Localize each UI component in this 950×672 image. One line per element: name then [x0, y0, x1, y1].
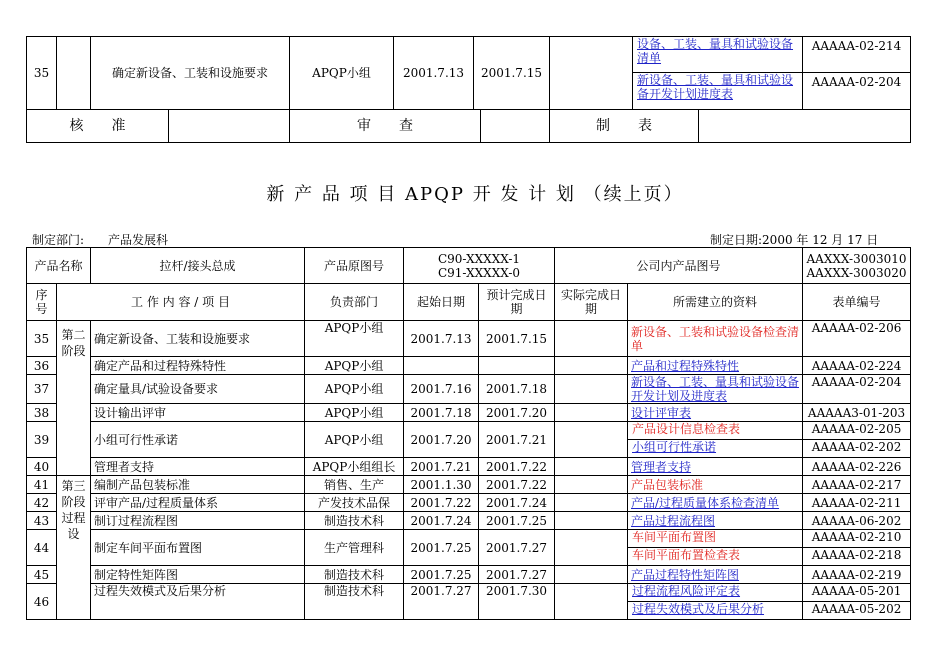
- actual-date: [555, 321, 628, 357]
- work-content: 管理者支持: [91, 458, 305, 476]
- form-code: AAAAA-02-205 AAAAA-02-202: [803, 422, 911, 458]
- work-content: 小组可行性承诺: [91, 422, 305, 458]
- required-docs: [628, 357, 803, 375]
- doc-link[interactable]: 产品设计信息检查表: [632, 422, 741, 436]
- row-number: 40: [27, 458, 57, 476]
- planned-date: 2001.7.21: [479, 422, 555, 458]
- work-content: 确定产品和过程特殊特性: [91, 357, 305, 375]
- responsible-dept: APQP小组: [305, 357, 404, 375]
- actual-date: [550, 37, 633, 110]
- start-date: 2001.7.18: [404, 404, 479, 422]
- required-docs: [633, 37, 803, 110]
- table-row: [27, 422, 911, 458]
- required-docs: [628, 458, 803, 476]
- doc-link[interactable]: 产品包装标准: [631, 477, 704, 492]
- stage-label-third: 第三阶段过程设: [57, 476, 91, 620]
- table-row: [27, 494, 911, 512]
- table-row: [27, 530, 911, 566]
- table-row: [27, 512, 911, 530]
- start-date: 2001.7.13: [394, 37, 474, 110]
- doc-link[interactable]: 设备、工装、量具和试验设备清单: [637, 37, 794, 65]
- form-code: AAAAA-02-210 AAAAA-02-218: [803, 530, 911, 566]
- table-row: [27, 566, 911, 584]
- form-code: AAAAA-02-224: [803, 357, 911, 375]
- continued-table: [26, 36, 911, 143]
- doc-link[interactable]: 产品过程流程图: [631, 513, 716, 528]
- table-row: [27, 458, 911, 476]
- actual-date: [555, 422, 628, 458]
- start-date: 2001.7.25: [404, 530, 479, 566]
- start-date: 2001.7.16: [404, 375, 479, 404]
- doc-link[interactable]: 管理者支持: [631, 459, 692, 474]
- col-header-code: 表单编号: [803, 284, 911, 321]
- row-number: 37: [27, 375, 57, 404]
- table-row: [27, 404, 911, 422]
- start-date: 2001.7.27: [404, 584, 479, 620]
- responsible-dept: APQP小组: [305, 422, 404, 458]
- col-header-content: 工 作 内 容 / 项 目: [57, 284, 305, 321]
- doc-link[interactable]: 新设备、工装、量具和试验设备开发计划及进度表: [631, 375, 800, 403]
- responsible-dept: 产发技术品保: [305, 494, 404, 512]
- form-code: AAAAA-02-214 AAAAA-02-204: [803, 37, 911, 110]
- doc-link[interactable]: 新设备、工装、量具和试验设备开发计划进度表: [637, 73, 794, 101]
- work-content: 编制产品包装标准: [91, 476, 305, 494]
- actual-date: [555, 530, 628, 566]
- responsible-dept: APQP小组组长: [305, 458, 404, 476]
- work-content: 确定新设备、工装和设施要求: [91, 37, 290, 110]
- row-number: 35: [27, 321, 57, 357]
- actual-date: [555, 375, 628, 404]
- page-title: 新 产 品 项 目 APQP 开 发 计 划 （续上页）: [266, 184, 684, 205]
- row-number: 35: [27, 37, 57, 110]
- row-number: 46: [27, 584, 57, 620]
- start-date: 2001.7.21: [404, 458, 479, 476]
- actual-date: [555, 404, 628, 422]
- internal-drawing-numbers: AAXXX-3003010 AAXXX-3003020: [803, 248, 911, 284]
- form-code: AAAAA-02-206: [803, 321, 911, 357]
- form-code: AAAAA-02-204: [803, 375, 911, 404]
- actual-date: [555, 512, 628, 530]
- planned-date: 2001.7.15: [479, 321, 555, 357]
- required-docs: [628, 584, 803, 620]
- row-number: 42: [27, 494, 57, 512]
- start-date: 2001.7.20: [404, 422, 479, 458]
- original-drawing-label: 产品原图号: [305, 248, 404, 284]
- required-docs: [628, 530, 803, 566]
- form-code: AAAAA-02-219: [803, 566, 911, 584]
- actual-date: [555, 566, 628, 584]
- actual-date: [555, 476, 628, 494]
- work-content: 评审产品/过程质量体系: [91, 494, 305, 512]
- apqp-plan-table: [26, 247, 911, 620]
- start-date: [404, 357, 479, 375]
- signoff-prepare: 制 表: [550, 110, 911, 143]
- original-drawing-numbers: C90-XXXXX-1 C91-XXXXX-0: [404, 248, 555, 284]
- planned-date: 2001.7.25: [479, 512, 555, 530]
- responsible-dept: APQP小组: [290, 37, 394, 110]
- prepared-dept: 制定部门: 产品发展科: [32, 233, 169, 247]
- start-date: 2001.7.22: [404, 494, 479, 512]
- table-row: [27, 375, 911, 404]
- actual-date: [555, 584, 628, 620]
- work-content: 制订过程流程图: [91, 512, 305, 530]
- form-code: AAAAA-06-202: [803, 512, 911, 530]
- stage-label-second: 第二阶段: [57, 321, 91, 476]
- required-docs: [628, 512, 803, 530]
- planned-date: 2001.7.15: [474, 37, 550, 110]
- doc-link[interactable]: 过程流程风险评定表: [632, 584, 741, 598]
- row-number: 38: [27, 404, 57, 422]
- row-number: 41: [27, 476, 57, 494]
- row-number: 45: [27, 566, 57, 584]
- responsible-dept: 制造技术科: [305, 512, 404, 530]
- required-docs: [628, 422, 803, 458]
- start-date: 2001.7.25: [404, 566, 479, 584]
- work-content: 过程失效模式及后果分析: [91, 584, 305, 620]
- internal-drawing-label: 公司内产品图号: [555, 248, 803, 284]
- start-date: 2001.1.30: [404, 476, 479, 494]
- row-number: 43: [27, 512, 57, 530]
- planned-date: 2001.7.27: [479, 530, 555, 566]
- product-name: 拉杆/接头总成: [91, 248, 305, 284]
- work-content: 确定新设备、工装和设施要求: [91, 321, 305, 357]
- table-row: [27, 584, 911, 620]
- start-date: 2001.7.13: [404, 321, 479, 357]
- actual-date: [555, 357, 628, 375]
- stage-cell: [57, 37, 91, 110]
- required-docs: [628, 375, 803, 404]
- doc-link[interactable]: 过程失效模式及后果分析: [632, 602, 765, 616]
- form-code: AAAAA-02-226: [803, 458, 911, 476]
- planned-date: 2001.7.30: [479, 584, 555, 620]
- responsible-dept: APQP小组: [305, 375, 404, 404]
- planned-date: [479, 357, 555, 375]
- planned-date: 2001.7.22: [479, 476, 555, 494]
- responsible-dept: 生产管理科: [305, 530, 404, 566]
- doc-link[interactable]: 产品和过程特殊特性: [631, 358, 740, 373]
- col-header-dept: 负责部门: [305, 284, 404, 321]
- planned-date: 2001.7.24: [479, 494, 555, 512]
- doc-link[interactable]: 产品/过程质量体系检查清单: [631, 495, 780, 510]
- col-header-actual: 实际完成日 期: [555, 284, 628, 321]
- doc-link[interactable]: 小组可行性承诺: [632, 440, 717, 454]
- planned-date: 2001.7.18: [479, 375, 555, 404]
- planned-date: 2001.7.27: [479, 566, 555, 584]
- col-header-planned: 预计完成日 期: [479, 284, 555, 321]
- doc-link[interactable]: 新设备、工装和试验设备检查清单: [631, 324, 800, 353]
- required-docs: [628, 321, 803, 357]
- form-code: AAAAA-05-201 AAAAA-05-202: [803, 584, 911, 620]
- form-code: AAAAA3-01-203: [803, 404, 911, 422]
- row-number: 36: [27, 357, 57, 375]
- required-docs: [628, 566, 803, 584]
- table-row: [27, 357, 911, 375]
- required-docs: [628, 476, 803, 494]
- actual-date: [555, 494, 628, 512]
- form-code: AAAAA-02-211: [803, 494, 911, 512]
- col-header-start: 起始日期: [404, 284, 479, 321]
- col-header-docs: 所需建立的资料: [628, 284, 803, 321]
- work-content: 制定特性矩阵图: [91, 566, 305, 584]
- form-code: AAAAA-02-217: [803, 476, 911, 494]
- table-row: [27, 321, 911, 357]
- responsible-dept: APQP小组: [305, 321, 404, 357]
- col-header-no: 序号: [27, 284, 57, 321]
- required-docs: [628, 494, 803, 512]
- doc-link[interactable]: 车间平面布置图: [632, 530, 717, 544]
- planned-date: 2001.7.20: [479, 404, 555, 422]
- doc-link[interactable]: 设计评审表: [631, 405, 692, 420]
- work-content: 制定车间平面布置图: [91, 530, 305, 566]
- work-content: 设计输出评审: [91, 404, 305, 422]
- row-number: 39: [27, 422, 57, 458]
- row-number: 44: [27, 530, 57, 566]
- responsible-dept: 制造技术科: [305, 584, 404, 620]
- responsible-dept: 制造技术科: [305, 566, 404, 584]
- responsible-dept: 销售、生产: [305, 476, 404, 494]
- product-name-label: 产品名称: [27, 248, 91, 284]
- planned-date: 2001.7.22: [479, 458, 555, 476]
- signoff-review: 审 查: [290, 110, 550, 143]
- work-content: 确定量具/试验设备要求: [91, 375, 305, 404]
- doc-link[interactable]: 车间平面布置检查表: [632, 548, 741, 562]
- prepared-date: 制定日期:2000 年 12 月 17 日: [710, 233, 879, 247]
- actual-date: [555, 458, 628, 476]
- doc-link[interactable]: 产品过程特性矩阵图: [631, 567, 740, 582]
- start-date: 2001.7.24: [404, 512, 479, 530]
- signoff-approve: 核 准: [27, 110, 290, 143]
- required-docs: [628, 404, 803, 422]
- table-row: [27, 476, 911, 494]
- responsible-dept: APQP小组: [305, 404, 404, 422]
